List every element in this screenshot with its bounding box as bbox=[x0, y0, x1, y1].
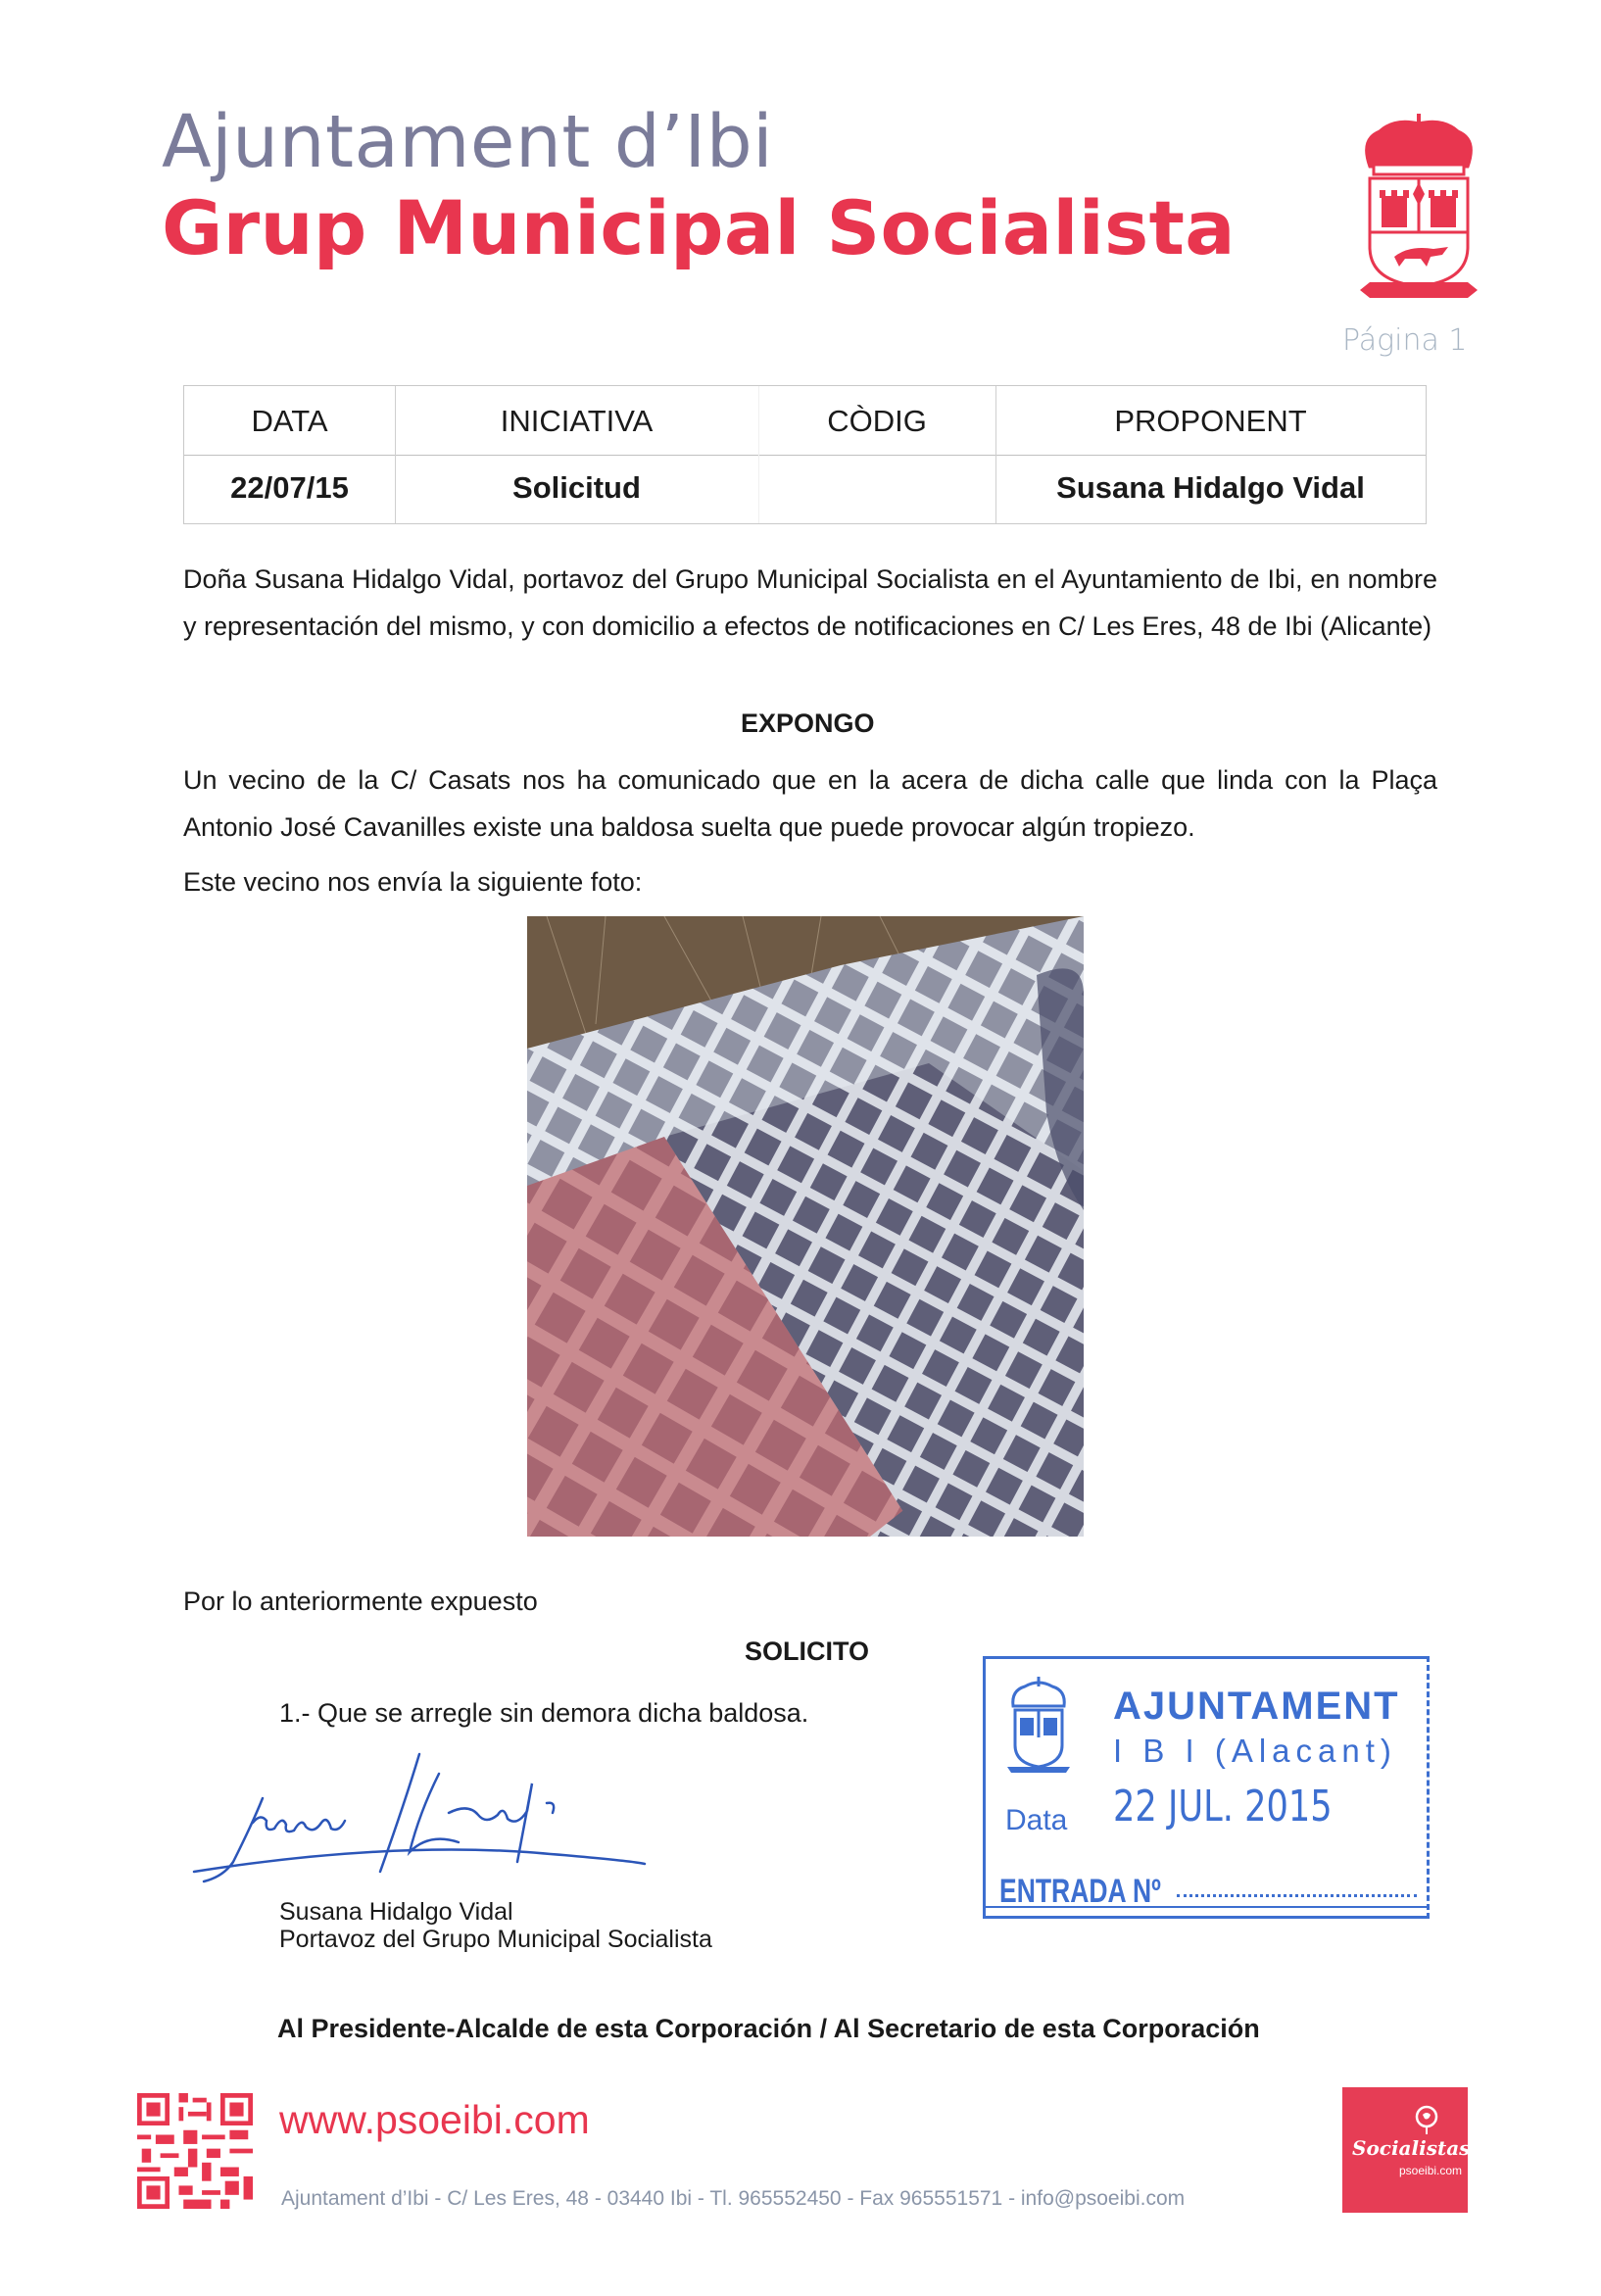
ibi-coat-of-arms-icon bbox=[1340, 110, 1497, 306]
handwritten-signature bbox=[184, 1744, 733, 1891]
logo-domain-text: psoeibi.com bbox=[1399, 2164, 1463, 2177]
table-header-proponent: PROPONENT bbox=[1114, 404, 1307, 438]
solicito-item: 1.- Que se arregle sin demora dicha baldosa. bbox=[279, 1698, 809, 1728]
stamp-subtitle: I B I (Alacant) bbox=[1113, 1733, 1397, 1769]
stamp-entry-label: ENTRADA Nº bbox=[999, 1873, 1161, 1910]
initiative-table bbox=[183, 385, 1427, 524]
solicito-heading: SOLICITO bbox=[745, 1637, 870, 1666]
footer-address: Ajuntament d’Ibi - C/ Les Eres, 48 - 03440 Ibi - Tl. 965552450 - Fax 965551571 - info@psoeibi.com bbox=[281, 2187, 1186, 2210]
stamp-date: 22 JUL. 2015 bbox=[1113, 1782, 1333, 1832]
addressee-line: Al Presidente-Alcalde de esta Corporación / Al Secretario de esta Corporación bbox=[277, 2014, 1260, 2043]
sidewalk-photo-illustration bbox=[527, 916, 1084, 1537]
signer-name: Susana Hidalgo Vidal bbox=[279, 1898, 513, 1926]
qr-code-icon[interactable] bbox=[137, 2093, 253, 2209]
stamp-title: AJUNTAMENT bbox=[1113, 1685, 1400, 1728]
table-value-proponent: Susana Hidalgo Vidal bbox=[1056, 470, 1365, 505]
loose-tile-photo bbox=[527, 916, 1084, 1537]
table-header-codig: CÒDIG bbox=[827, 404, 927, 438]
header-ajuntament-title: Ajuntament d’Ibi bbox=[162, 100, 774, 184]
expongo-paragraph: Un vecino de la C/ Casats nos ha comunicado que en la acera de dicha calle que linda con la Plaça Antonio José Cavanilles existe una baldosa suelta que puede provocar algún tropiezo. bbox=[183, 765, 1437, 842]
stamp-entry-number-field bbox=[1177, 1894, 1417, 1897]
header-group-title: Grup Municipal Socialista bbox=[162, 184, 1236, 271]
table-value-date: 22/07/15 bbox=[230, 470, 349, 505]
stamp-date-label: Data bbox=[1005, 1804, 1068, 1836]
table-header-data: DATA bbox=[251, 404, 328, 438]
page-number: Página 1 bbox=[1342, 323, 1468, 358]
intro-paragraph: Doña Susana Hidalgo Vidal, portavoz del Grupo Municipal Socialista en el Ayuntamiento de Ibi, en nombre y representación del mismo, y con domicilio a efectos de notificaciones en C/ Les Eres, 48 de Ibi (Alicante) bbox=[183, 564, 1437, 641]
signer-role: Portavoz del Grupo Municipal Socialista bbox=[279, 1926, 712, 1953]
stamp-crest-icon bbox=[1003, 1677, 1074, 1775]
socialistas-logo bbox=[1342, 2087, 1471, 2213]
photo-intro-text: Este vecino nos envía la siguiente foto: bbox=[183, 867, 643, 897]
por-lo-anteriormente-text: Por lo anteriormente expuesto bbox=[183, 1587, 538, 1616]
website-link[interactable]: www.psoeibi.com bbox=[279, 2097, 590, 2142]
table-header-iniciativa: INICIATIVA bbox=[500, 404, 654, 438]
table-value-initiative: Solicitud bbox=[512, 470, 641, 505]
rose-icon bbox=[1413, 2105, 1440, 2134]
logo-socialistas-text: Socialistas bbox=[1352, 2136, 1471, 2160]
registry-entry-stamp bbox=[983, 1656, 1430, 1919]
expongo-heading: EXPONGO bbox=[741, 708, 875, 738]
